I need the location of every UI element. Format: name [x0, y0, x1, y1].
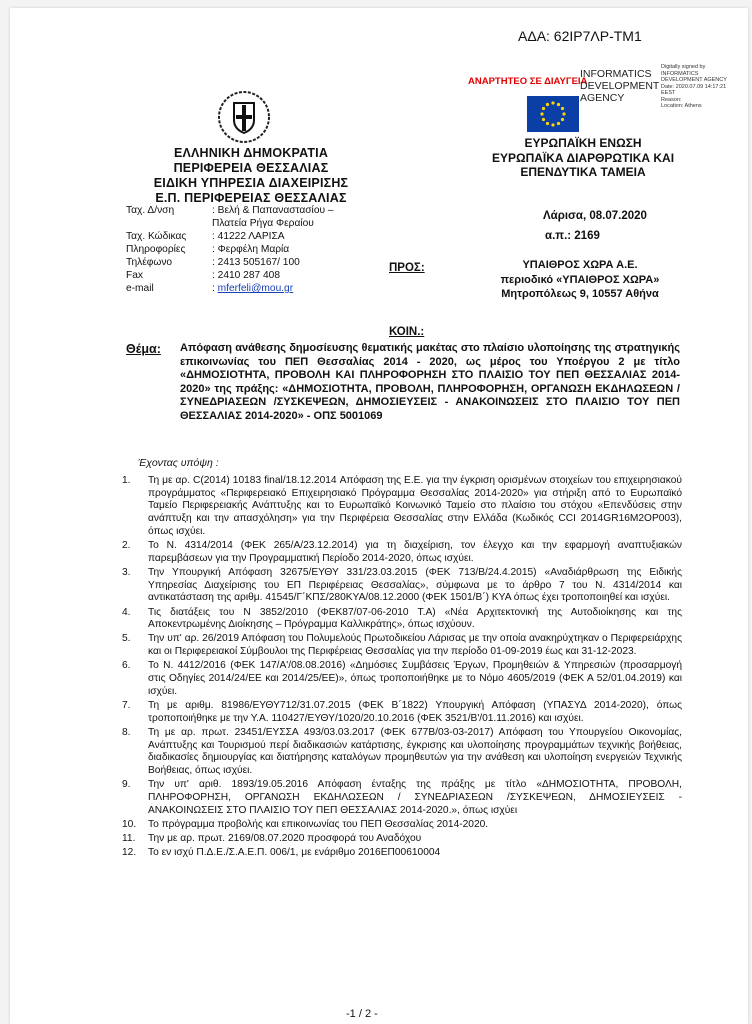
protocol-number: α.π.: 2169	[545, 230, 600, 242]
document-page	[10, 8, 748, 1024]
greek-coat-of-arms-icon	[217, 90, 271, 144]
signer-name: INFORMATICS DEVELOPMENT AGENCY	[580, 68, 660, 104]
contact-row: Πληροφορίες : Φερφέλη Μαρία	[126, 244, 290, 255]
list-item: 9. Την υπ' αριθ. 1893/19.05.2016 Απόφαση ένταξης της πράξης με τίτλο «ΔΗΜΟΣΙΟΤΗΤΑ, ΠΡΟΒΟΛΗ, ΠΛΗΡΟΦΟΡΗΣΗ, ΟΡΓΑΝΩΣΗ ΕΚΔΗΛΩΣΕΩΝ / ΣΥΝΕΔΡΙΑΣΕΩΝ /ΣΥΣΚΕΨΕΩΝ, ΔΗΜΟΣΙΕΥΣΕΙΣ - ΑΝΑΚΟΙΝΩΣΕΙΣ ΣΤΟ ΠΛΑΙΣΙΟ ΤΟΥ ΠΕΠ ΘΕΣΣΑΛΙΑΣ 2014-2020.», όπως ισχύει	[122, 779, 682, 816]
list-item: 12. Το εν ισχύ Π.Δ.Ε./Σ.Α.Ε.Π. 006/1, με ενάριθμο 2016ΕΠ00610004	[122, 847, 441, 859]
page-number: -1 / 2 -	[346, 1008, 378, 1020]
contact-block	[126, 204, 392, 295]
contact-row: Ταχ. Κώδικας : 41222 ΛΑΡΙΣΑ	[126, 231, 285, 242]
contact-row: Πλατεία Ρήγα Φεραίου	[212, 218, 314, 229]
subject-label: Θέμα:	[126, 342, 161, 356]
to-label: ΠΡΟΣ:	[389, 262, 425, 274]
contact-row: Ταχ. Δ/νση : Βελή & Παπαναστασίου –	[126, 205, 334, 216]
email-link[interactable]: mferfeli@mou.gr	[217, 283, 294, 294]
recipient-block: ΥΠΑΙΘΡΟΣ ΧΩΡΑ Α.Ε. περιοδικό «ΥΠΑΙΘΡΟΣ ΧΩΡΑ» Μητροπόλεως 9, 10557 Αθήνα	[500, 259, 660, 300]
list-item: 10. Το πρόγραμμα προβολής και επικοινωνίας του ΠΕΠ Θεσσαλίας 2014-2020.	[122, 818, 489, 830]
publication-notice: ΑΝΑΡΤΗΤΕΟ ΣΕ ΔΙΑΥΓΕΙΑ	[468, 76, 588, 87]
list-item: 4. Τις διατάξεις του Ν 3852/2010 (ΦΕΚ87/07-06-2010 Τ.Α) «Νέα Αρχιτεκτονική της Αυτοδιοίκησης και της Αποκεντρωμένης Διοίκησης – Πρόγραμμα Καλλικράτης», όπως ισχύουν.	[122, 606, 682, 631]
issuer-header: ΕΛΛΗΝΙΚΗ ΔΗΜΟΚΡΑΤΙΑ ΠΕΡΙΦΕΡΕΙΑ ΘΕΣΣΑΛΙΑΣ ΕΙΔΙΚΗ ΥΠΗΡΕΣΙΑ ΔΙΑΧΕΙΡΙΣΗΣ Ε.Π. ΠΕΡΙΦΕΡΕΙΑΣ ΘΕΣΣΑΛΙΑΣ	[153, 146, 349, 205]
contact-row: Fax : 2410 287 408	[126, 270, 280, 281]
digital-signature: Digitally signed by INFORMATICS DEVELOPMENT AGENCY Date: 2020.07.09 14:17:21 EEST Reason: Location: Athens	[661, 64, 727, 109]
list-item: 1. Τη με αρ. C(2014) 10183 final/18.12.2014 Απόφαση της Ε.Ε. για την έγκριση ορισμένων στοιχείων του επιχειρησιακού προγράμματος «Περιφερειακό Επιχειρησιακό Πρόγραμμα Θεσσαλίας 2014-2020» για στήριξη από το Ευρωπαϊκό Ταμείο Περιφερειακής Ανάπτυξης και το Ευρωπαϊκό Κοινωνικό Ταμείο στο πλαίσιο του στόχου «Επενδύσεις στην ανάπτυξη και την απασχόληση» για την Περιφέρεια Θεσσαλίας στην Ελλάδα (Κωδικός CCI 2014GR16M2OP003), όπως ισχύει.	[122, 475, 682, 537]
ada-code: ΑΔΑ: 62ΙΡ7ΛΡ-ΤΜ1	[518, 28, 642, 44]
considering-heading: Έχοντας υπόψη :	[138, 457, 219, 469]
list-item: 11. Την με αρ. πρωτ. 2169/08.07.2020 προσφορά του Αναδόχου	[122, 832, 422, 844]
list-item: 2. Το Ν. 4314/2014 (ΦΕΚ 265/Α/23.12.2014) για τη διαχείριση, τον έλεγχο και την εφαρμογή αναπτυξιακών παρεμβάσεων για την Προγραμματική Περίοδο 2014-2020, όπως ισχύει.	[122, 540, 682, 564]
subject-text: Απόφαση ανάθεσης δημοσίευσης θεματικής μακέτας στο πλαίσιο υλοποίησης της στρατηγικής επικοινωνίας του ΠΕΠ Θεσσαλίας 2014 - 2020, ως μέρος του Υποέργου 2 με τίτλο «ΔΗΜΟΣΙΟΤΗΤΑ, ΠΡΟΒΟΛΗ ΚΑΙ ΠΛΗΡΟΦΟΡΗΣΗ ΣΤΟ ΠΛΑΙΣΙΟ ΤΟΥ ΠΕΠ ΘΕΣΣΑΛΙΑΣ 2014-2020» της πράξης: «ΔΗΜΟΣΙΟΤΗΤΑ, ΠΡΟΒΟΛΗ, ΠΛΗΡΟΦΟΡΗΣΗ, ΟΡΓΑΝΩΣΗ ΕΚΔΗΛΩΣΕΩΝ / ΣΥΝΕΔΡΙΑΣΕΩΝ /ΣΥΣΚΕΨΕΩΝ, ΔΗΜΟΣΙΕΥΣΕΙΣ - ΑΝΑΚΟΙΝΩΣΕΙΣ ΣΤΟ ΠΛΑΙΣΙΟ ΤΟΥ ΠΕΠ ΘΕΣΣΑΛΙΑΣ 2014-2020» - ΟΠΣ 5001069	[180, 342, 680, 422]
cc-label: ΚΟΙΝ.:	[389, 326, 425, 338]
eu-header: ΕΥΡΩΠΑΪΚΗ ΕΝΩΣΗ ΕΥΡΩΠΑΪΚΑ ΔΙΑΡΘΡΩΤΙΚΑ ΚΑΙ ΕΠΕΝΔΥΤΙΚΑ ΤΑΜΕΙΑ	[491, 136, 675, 179]
list-item: 3. Την Υπουργική Απόφαση 32675/ΕΥΘΥ 331/23.03.2015 (ΦΕΚ 713/Β/24.4.2015) «Αναδιάρθρωση της Ειδικής Υπηρεσίας Διαχείρισης του ΕΠ Περιφέρειας Θεσσαλίας», σύμφωνα με το άρθρο 7 του Ν. 4314/2014 και αντικατάσταση της αριθμ. 41545/Γ΄ΚΠΣ/280ΚΥΑ/08.12.2000 (ΦΕΚ 1501/Β΄) ΚΥΑ όπως έχει τροποποιηθεί και ισχύει.	[122, 566, 682, 604]
document-date: Λάρισα, 08.07.2020	[543, 210, 647, 222]
list-item: 6. Το Ν. 4412/2016 (ΦΕΚ 147/Α'/08.08.2016) «Δημόσιες Συμβάσεις Έργων, Προμηθειών & Υπηρεσιών (προσαρμογή στις Οδηγίες 2014/24/ΕΕ και 2014/25/ΕΕ)», όπως τροποποιήθηκε με το Νόμο 4605/2019 (ΦΕΚ Α 52/01.04.2019) και ισχύει.	[122, 660, 682, 697]
contact-row: Τηλέφωνο : 2413 505167/ 100	[126, 257, 300, 268]
list-item: 8. Τη με αρ. πρωτ. 23451/ΕΥΣΣΑ 493/03.03.2017 (ΦΕΚ 677Β/03-03-2017) Απόφαση του Υπουργείου Οικονομίας, Ανάπτυξης και Τουρισμού περί διαδικασιών κατάρτισης, έγκρισης και υλοποίησης προγραμμάτων τεχνικής βοήθειας, διαδικασίες δημιουργίας και διατήρησης καταλόγων προμηθευτών για την ανάθεση και υλοποίηση ενεργειών Τεχνικής Βοήθειας, όπως ισχύει.	[122, 726, 682, 776]
contact-row: e-mail : mferfeli@mou.gr	[126, 283, 294, 294]
eu-flag-icon	[527, 96, 579, 132]
considerations-list	[122, 475, 682, 861]
list-item: 7. Τη με αριθμ. 81986/ΕΥΘΥ712/31.07.2015 (ΦΕΚ Β΄1822) Υπουργική Απόφαση (ΥΠΑΣΥΔ 2014-2020), όπως τροποποιήθηκε με την Υ.Α. 110427/ΕΥΘΥ/1020/20.10.2016 (ΦΕΚ 3521/Β'/01.11.2016) και ισχύει.	[122, 699, 682, 724]
list-item: 5. Την υπ' αρ. 26/2019 Απόφαση του Πολυμελούς Πρωτοδικείου Λάρισας με την οποία ανακηρύχτηκαν ο Περιφερειάρχης και οι Περιφερειακοί Σύμβουλοι της Περιφέρειας Θεσσαλίας για την περίοδο 01-09-2019 έως και 31-12-2023.	[122, 633, 682, 658]
